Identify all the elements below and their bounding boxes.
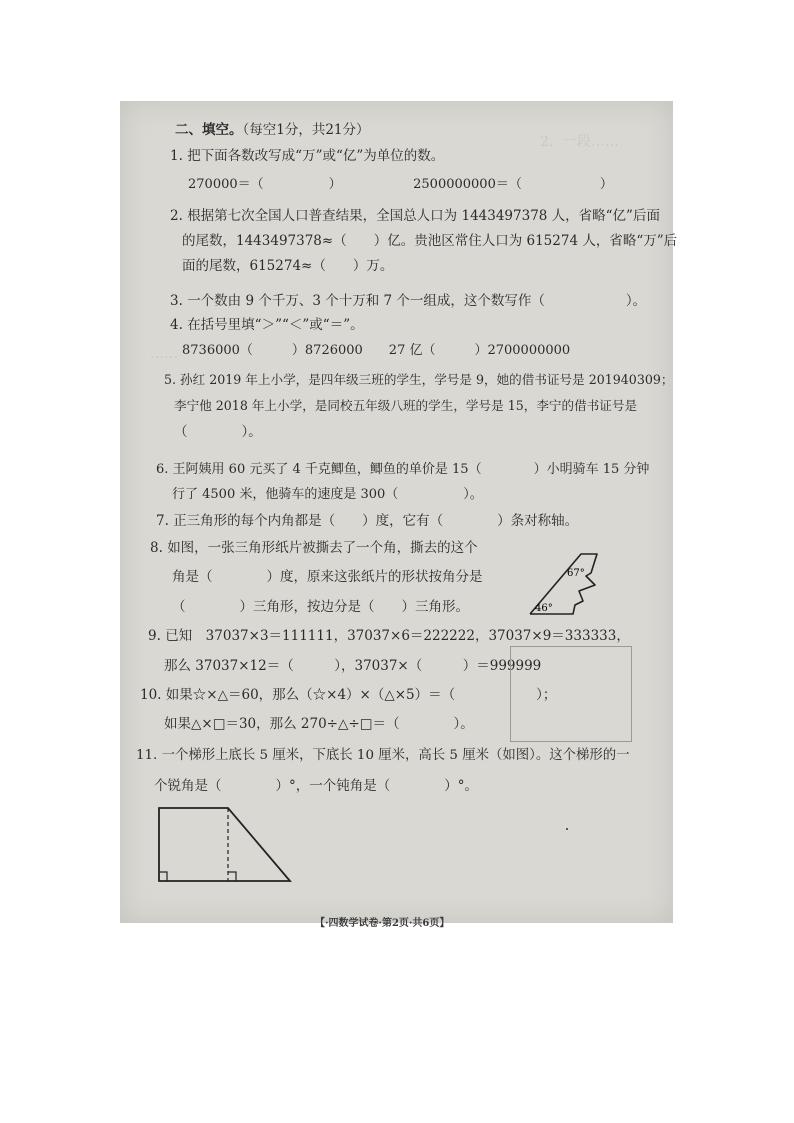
question-4-line-2 — [182, 342, 570, 360]
question-5 — [164, 371, 673, 389]
question-text: 面的尾数，615274≈（ ）万。 — [182, 258, 394, 274]
question-number: 1. — [170, 148, 183, 164]
bleed-through-text: 2．一段…… — [540, 134, 619, 150]
question-text: 行了 4500 米，他骑车的速度是 300（ ）。 — [172, 487, 483, 502]
question-number: 9. — [148, 628, 161, 644]
question-10 — [140, 686, 556, 704]
question-2 — [170, 207, 660, 225]
question-text: 角是（ ）度，原来这张纸片的形状按角分是 — [172, 569, 483, 585]
question-text: （ ）三角形，按边分是（ ）三角形。 — [172, 599, 469, 615]
question-text: 那么 37037×12＝（ ），37037×（ ）＝999999 — [164, 658, 542, 674]
question-text: 正三角形的每个内角都是（ ）度，它有（ ）条对称轴。 — [173, 513, 579, 529]
question-1-line-2 — [188, 176, 613, 194]
question-6 — [156, 461, 649, 479]
section-header — [175, 121, 370, 139]
question-9-line-2 — [164, 657, 541, 675]
question-11 — [136, 747, 630, 765]
question-5-line-3 — [174, 423, 262, 441]
question-4 — [170, 316, 364, 334]
question-number: 5. — [164, 372, 177, 387]
question-text: 个锐角是（ ）°，一个钝角是（ ）°。 — [154, 778, 478, 794]
question-1 — [170, 147, 444, 165]
question-text: 如图，一张三角形纸片被撕去了一个角，撕去的这个 — [167, 540, 478, 556]
question-8-line-3 — [172, 598, 469, 616]
section-title: 二、填空。 — [175, 122, 243, 138]
question-text: 孙红 2019 年上小学，是四年级三班的学生，学号是 9，她的借书证号是 201940309； — [180, 372, 674, 387]
question-2-line-3 — [182, 257, 393, 275]
question-text: 李宁他 2018 年上小学，是同校五年级八班的学生，学号是 15，李宁的借书证号是 — [174, 398, 638, 413]
question-2-line-2 — [182, 232, 677, 250]
question-text: 如果△×□＝30，那么 270÷△÷□＝（ ）。 — [164, 716, 474, 732]
question-number: 7. — [156, 513, 169, 529]
question-number: 11. — [136, 748, 158, 763]
question-number: 4. — [170, 317, 183, 333]
question-number: 10. — [140, 687, 162, 703]
question-text: 王阿姨用 60 元买了 4 千克鲫鱼，鲫鱼的单价是 15（ ）小明骑车 15 分钟 — [172, 462, 650, 477]
question-10-line-2 — [164, 715, 474, 733]
question-text: 如果☆×△＝60，那么（☆×4）×（△×5）＝（ ）； — [165, 687, 557, 703]
angle-top-label: 67° — [567, 568, 585, 579]
question-text: 把下面各数改写成“万”或“亿”为单位的数。 — [187, 148, 445, 164]
question-number: 6. — [156, 462, 169, 477]
question-5-line-2 — [174, 397, 637, 415]
bleed-through-text: …… — [150, 346, 178, 362]
question-9 — [148, 627, 630, 645]
question-text: 已知 37037×3＝111111，37037×6＝222222，37037×9＝333333， — [165, 628, 630, 644]
section-note: （每空1分，共21分） — [242, 122, 370, 138]
exam-page — [120, 101, 678, 929]
ink-dot — [566, 828, 568, 830]
question-7 — [156, 512, 578, 530]
torn-triangle-figure — [525, 549, 615, 619]
question-11-line-2 — [154, 777, 478, 795]
question-text: 根据第七次全国人口普查结果，全国总人口为 1443497378 人，省略“亿”后面 — [187, 208, 660, 224]
question-text: 一个梯形上底长 5 厘米，下底长 10 厘米，高长 5 厘米（如图）。这个梯形的一 — [161, 748, 630, 763]
question-6-line-2 — [172, 486, 483, 504]
question-8-line-2 — [172, 568, 483, 586]
question-text: 8736000（ ）8726000 27 亿（ ）2700000000 — [182, 343, 571, 358]
trapezoid-figure — [156, 803, 296, 883]
question-text: 的尾数，1443497378≈（ ）亿。贵池区常住人口为 615274 人，省略“万”后 — [182, 233, 678, 249]
page-footer: 【·四数学试卷·第2页·共6页】 — [315, 918, 450, 929]
question-text: （ ）。 — [174, 424, 262, 440]
question-text: 在括号里填“＞”“＜”或“＝”。 — [187, 317, 364, 333]
question-3 — [170, 292, 646, 310]
angle-bottom-label: 46° — [535, 603, 553, 614]
question-number: 3. — [170, 293, 183, 309]
question-text: 一个数由 9 个千万、3 个十万和 7 个一组成，这个数写作（ ）。 — [187, 293, 647, 309]
question-number: 8. — [150, 540, 163, 556]
question-text: 270000＝（ ） 2500000000＝（ ） — [188, 177, 613, 192]
question-8 — [150, 539, 478, 557]
question-number: 2. — [170, 208, 183, 224]
